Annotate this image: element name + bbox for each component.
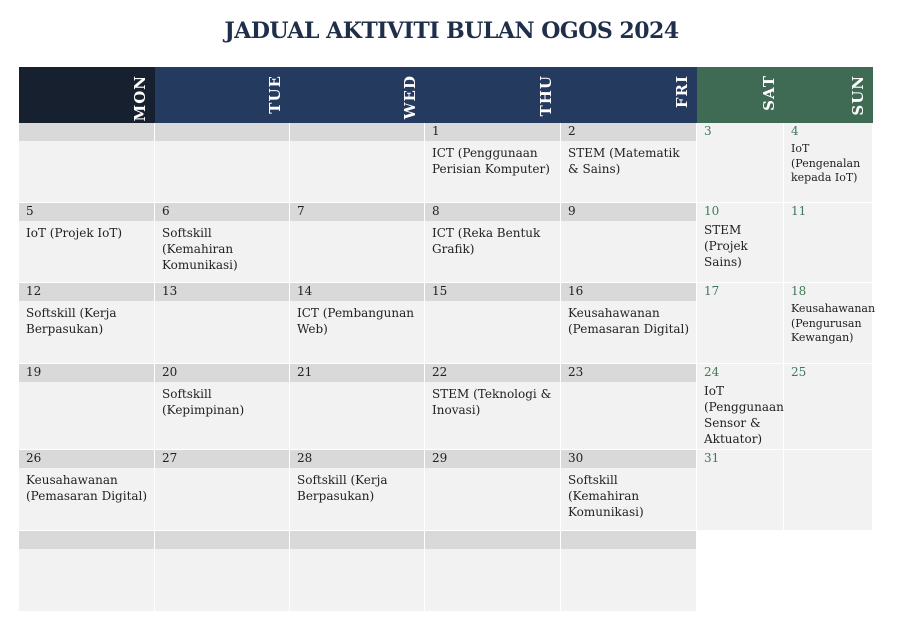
activity-text: Softskill (Kerja Berpasukan) (297, 473, 388, 503)
day-header-sat (697, 67, 784, 123)
activity-text (697, 298, 783, 302)
day-number (290, 531, 424, 549)
activity-text (425, 549, 560, 553)
day-number (155, 123, 289, 141)
day-cell (561, 203, 697, 283)
day-number (155, 531, 289, 549)
day-number: 31 (704, 451, 720, 465)
day-cell (19, 123, 155, 203)
day-cell (19, 531, 155, 612)
activity-text (784, 379, 872, 383)
day-number: 2 (561, 123, 696, 141)
activity-text (561, 382, 696, 386)
day-cell (697, 283, 784, 364)
day-number (561, 531, 696, 549)
day-cell (425, 283, 561, 364)
day-header-label: FRI (673, 75, 691, 109)
day-number: 11 (791, 204, 807, 218)
day-number: 21 (290, 364, 424, 382)
day-cell (155, 123, 290, 203)
day-cell (155, 283, 290, 364)
day-header-label: THU (537, 75, 555, 117)
day-number: 24 (704, 365, 720, 379)
day-number: 30 (561, 450, 696, 468)
activity-text (290, 141, 424, 145)
activity-text: Keusahawanan (Pengurusan Kewangan) (791, 302, 876, 344)
day-number: 27 (155, 450, 289, 468)
day-number: 14 (290, 283, 424, 301)
day-cell (561, 283, 697, 364)
day-cell (19, 450, 155, 531)
day-header-fri (561, 67, 697, 123)
day-cell (561, 531, 697, 612)
day-cell (784, 283, 876, 364)
day-number (19, 531, 154, 549)
day-cell (155, 203, 290, 283)
day-number: 15 (425, 283, 560, 301)
activity-text (784, 531, 872, 535)
day-cell (155, 531, 290, 612)
day-number (19, 123, 154, 141)
activity-text (290, 549, 424, 553)
day-header-label: SAT (760, 75, 778, 111)
activity-text (697, 531, 783, 535)
day-cell (19, 283, 155, 364)
activity-text (290, 382, 424, 386)
day-cell (425, 123, 561, 203)
activity-text: STEM (Projek Sains) (704, 223, 748, 269)
activity-text: ICT (Reka Bentuk Grafik) (432, 226, 541, 256)
activity-text: IoT (Projek IoT) (26, 226, 123, 240)
activity-text (19, 141, 154, 145)
day-cell (290, 203, 425, 283)
day-number: 17 (704, 284, 720, 298)
day-number: 4 (791, 124, 799, 138)
activity-text (290, 221, 424, 225)
activity-text (697, 138, 783, 142)
day-number: 20 (155, 364, 289, 382)
day-cell (784, 531, 873, 612)
day-cell (561, 364, 697, 450)
activity-text (425, 468, 560, 472)
day-number: 1 (425, 123, 560, 141)
day-number: 19 (19, 364, 154, 382)
day-cell (155, 364, 290, 450)
day-number: 23 (561, 364, 696, 382)
day-number: 6 (155, 203, 289, 221)
calendar-grid (19, 67, 876, 612)
day-cell (19, 203, 155, 283)
activity-text: Softskill (Kerja Berpasukan) (26, 306, 117, 336)
day-number: 13 (155, 283, 289, 301)
day-number: 28 (290, 450, 424, 468)
activity-text (155, 141, 289, 145)
day-cell (290, 450, 425, 531)
day-header-label: SUN (849, 75, 867, 116)
day-number: 22 (425, 364, 560, 382)
activity-text (697, 465, 783, 469)
day-cell (697, 123, 784, 203)
day-cell (155, 450, 290, 531)
day-number: 16 (561, 283, 696, 301)
activity-text (561, 221, 696, 225)
activity-text (155, 468, 289, 472)
page-title: JADUAL AKTIVITI BULAN OGOS 2024 (224, 18, 679, 44)
activity-text: Keusahawanan (Pemasaran Digital) (26, 473, 148, 503)
activity-text (425, 301, 560, 305)
activity-text (155, 301, 289, 305)
day-number: 8 (425, 203, 560, 221)
day-cell (697, 450, 784, 531)
activity-text: Softskill (Kepimpinan) (162, 387, 245, 417)
day-header-tue (155, 67, 290, 123)
day-cell (561, 123, 697, 203)
day-cell (425, 531, 561, 612)
day-header-mon (19, 67, 155, 123)
day-cell (19, 364, 155, 450)
day-number: 10 (704, 204, 720, 218)
day-cell (697, 364, 784, 450)
activity-text (19, 382, 154, 386)
day-number: 7 (290, 203, 424, 221)
day-cell (561, 450, 697, 531)
day-cell (425, 364, 561, 450)
day-number: 3 (704, 124, 712, 138)
day-header-wed (290, 67, 425, 123)
activity-text: Softskill (Kemahiran Komunikasi) (162, 226, 238, 272)
activity-text (155, 549, 289, 553)
activity-text: STEM (Matematik & Sains) (568, 146, 680, 176)
day-cell (290, 123, 425, 203)
day-cell (425, 203, 561, 283)
day-number (425, 531, 560, 549)
activity-text: ICT (Penggunaan Perisian Komputer) (432, 146, 550, 176)
day-number: 29 (425, 450, 560, 468)
day-cell (784, 123, 873, 203)
day-cell (784, 364, 873, 450)
day-header-label: MON (131, 75, 149, 122)
day-header-label: TUE (266, 75, 284, 114)
day-cell (290, 283, 425, 364)
day-cell (784, 450, 873, 531)
day-number: 5 (19, 203, 154, 221)
activity-text: IoT (Pengenalan kepada IoT) (791, 142, 861, 184)
day-number: 12 (19, 283, 154, 301)
activity-text: IoT (Penggunaan Sensor & Aktuator) (704, 384, 784, 446)
activity-text: Keusahawanan (Pemasaran Digital) (568, 306, 690, 336)
activity-text (784, 218, 872, 222)
day-number: 9 (561, 203, 696, 221)
activity-text: ICT (Pembangunan Web) (297, 306, 415, 336)
activity-text: Softskill (Kemahiran Komunikasi) (568, 473, 644, 519)
day-header-label: WED (401, 75, 419, 120)
day-header-sun (784, 67, 873, 123)
day-header-thu (425, 67, 561, 123)
day-cell (290, 531, 425, 612)
day-number: 26 (19, 450, 154, 468)
day-cell (697, 531, 784, 612)
activity-text (19, 549, 154, 553)
day-number: 18 (791, 284, 807, 298)
activity-text (784, 451, 872, 455)
day-cell (290, 364, 425, 450)
day-cell (784, 203, 873, 283)
day-cell (697, 203, 784, 283)
day-number (290, 123, 424, 141)
activity-text: STEM (Teknologi & Inovasi) (432, 387, 552, 417)
day-number: 25 (791, 365, 807, 379)
activity-text (561, 549, 696, 553)
day-cell (425, 450, 561, 531)
